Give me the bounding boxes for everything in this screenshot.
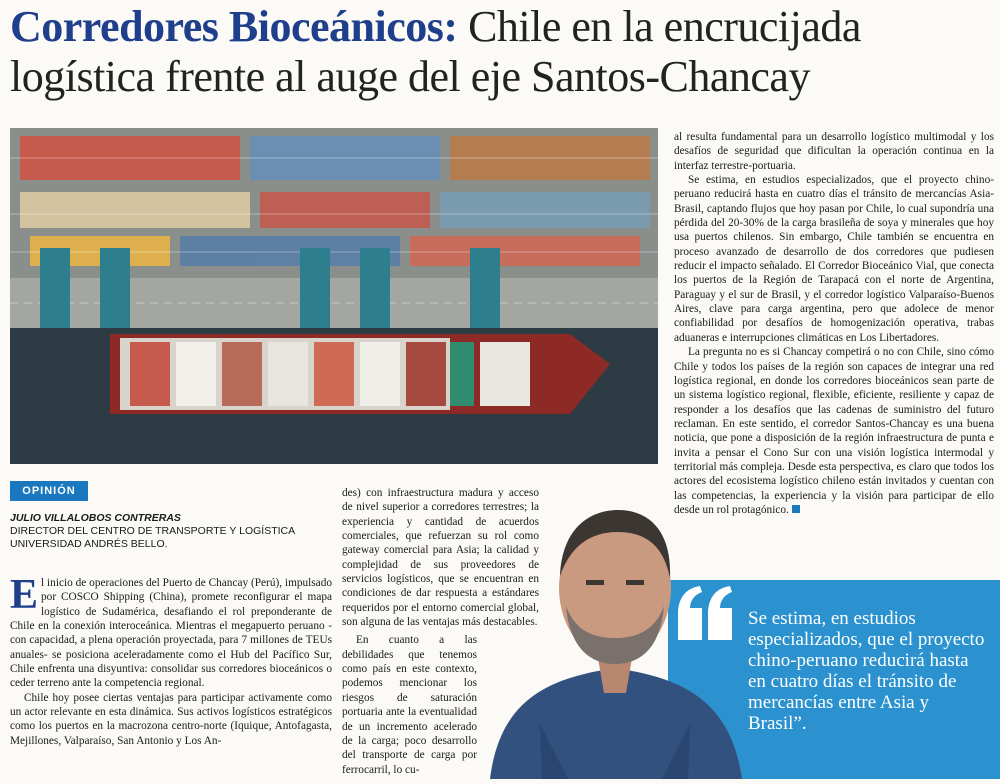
- headline: [10, 2, 995, 102]
- body-column-1: [10, 572, 332, 748]
- body-paragraph: [10, 572, 332, 691]
- headline-kicker: Corredores Bioceánicos:: [10, 2, 458, 51]
- author-role-line2: UNIVERSIDAD ANDRÉS BELLO.: [10, 538, 168, 550]
- headline-title: Chile en la encrucijada logística frente al auge del eje Santos-Chancay: [10, 2, 861, 101]
- body-paragraph: Se estima, en estudios especializados, que el proyecto chino-peruano reducirá hasta en cuatro días el tránsito de mercancías Asia-Brasil, captando flujos que hoy pasan por Chile, lo cual supondría una pérdida del 20-30% de la carga brasileña de soya y minerales que hoy usa puertos chilenos. Sin embargo, Chile también se encuentra en proceso avanzado de desarrollo de dos corredores que pudiesen reducir el impacto señalado. El Corredor Bioceánico Vial, que conecta los puertos de la Región de Tarapacá con el norte de Argentina, Paraguay y el sur de Brasil, y el corredor logístico Valparaíso-Buenos Aires, clave para carga argentina, pero que adolece de menor confiabilidad por desafíos de homogenización operativa, trabas aduaneras e interrupciones climáticas en Los Libertadores.: [674, 174, 994, 344]
- author-role-line1: DIRECTOR DEL CENTRO DE TRANSPORTE Y LOGÍSTICA: [10, 525, 296, 537]
- body-paragraph: En cuanto a las debilidades que tenemos como país en este contexto, podemos mencionar los riesgos de saturación portuaria ante la eventualidad de un incremento acelerado de la carga; poco desarrollo del transporte de carga por ferrocarril, lo cu-: [342, 634, 477, 776]
- body-column-3: [674, 130, 994, 517]
- body-paragraph: des) con infraestructura madura y acceso de nivel superior a corredores terrestres; la experiencia y cantidad de acuerdos comerciales, que refuerzan su rol como gateway comercial para Asia; la calidad y complejidad de sus proveedores de servicios logísticos, que se encuentran en condiciones de dar respuesta a estándares requeridos por el entorno comercial global, son alguna de las ventajas más destacables.: [342, 487, 539, 629]
- end-square-icon: [792, 505, 800, 513]
- pull-quote-text: Se estima, en estudios especializados, que el proyecto chino-peruano reducirá hasta en cuatro días el tránsito de mercancías entre Asia y Brasil”.: [748, 608, 985, 734]
- body-text: l inicio de operaciones del Puerto de Chancay (Perú), impulsado por COSCO Shipping (China), promete reconfigurar el mapa logístico de Sudamérica, desafiando el rol preponderante de Chile en la conexión interoceánica. Mientras el megapuerto peruano -con capacidad, a plena operación proyectada, para 7 millones de TEUs anuales- se posiciona aceleradamente como el Hub del Pacífico Sur, Chile enfrenta una disyuntiva: consolidar sus corredores bioceánicos o ceder terreno ante la competencia regional.: [10, 577, 332, 690]
- author-name: JULIO VILLALOBOS CONTRERAS: [10, 512, 181, 524]
- author-byline: [10, 512, 335, 551]
- quote-mark-icon: [676, 584, 736, 644]
- body-paragraph: al resulta fundamental para un desarrollo logístico multimodal y los desafíos de seguridad que dificultan la operación continua en la interfaz terrestre-portuaria.: [674, 131, 994, 172]
- body-text: La pregunta no es si Chancay competirá o no con Chile, sino cómo Chile y todos los países de la región son capaces de integrar una red logística regional, en donde los corredores bioceánicos sean parte de un sistema logístico regional, flexible, eficiente, resiliente y capaz de responder a los desafíos que las cadenas de suministro del futuro reclaman. En este sentido, el corredor Santos-Chancay es una buena noticia, que pone a disposición de la región infraestructura de punta e invita a pensar el Cono Sur con una visión logística intermodal y territorial más compleja. Desde esta perspectiva, es claro que todos los actores del ecosistema logístico chileno están invitados y cuentan con las competencias, la experiencia y la visión para participar de ello desde un rol protagónico.: [674, 346, 994, 516]
- port-aerial-photo: [10, 128, 658, 464]
- body-paragraph: Chile hoy posee ciertas ventajas para participar activamente como un actor relevante en esta dinámica. Sus activos logísticos estratégicos como los puertos en la macrozona centro-norte (Iquique, Antofagasta, Mejillones, Valparaíso, San Antonio y Los An-: [10, 691, 332, 747]
- drop-cap: E: [10, 572, 39, 618]
- section-badge: OPINIÓN: [10, 481, 88, 501]
